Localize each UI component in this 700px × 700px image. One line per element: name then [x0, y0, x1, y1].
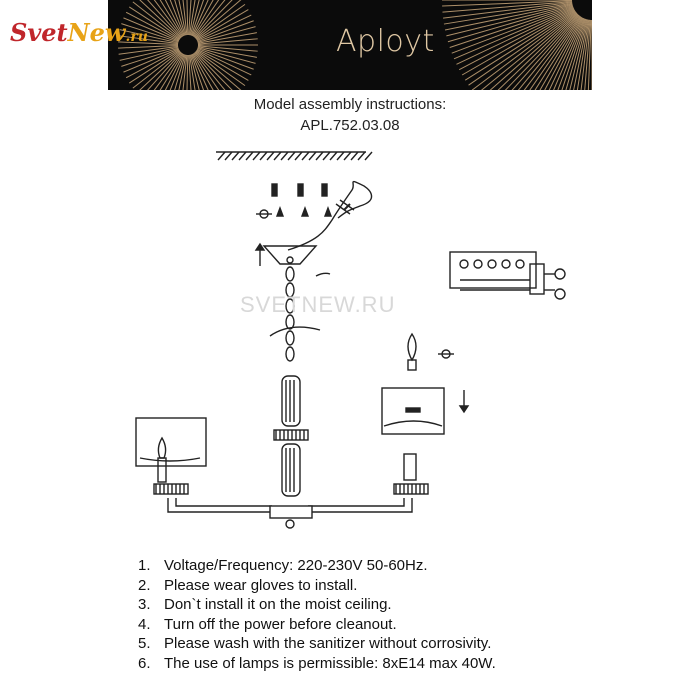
rotate-icon	[256, 210, 272, 218]
note-text: Don`t install it on the moist ceiling.	[164, 596, 392, 613]
rotate-bulb-icon	[438, 350, 454, 358]
wire-connector-icon	[336, 200, 354, 214]
up-arrow-icon	[256, 244, 264, 266]
note-text: Voltage/Frequency: 220-230V 50-60Hz.	[164, 557, 428, 574]
mounting-screws-icon	[272, 184, 331, 216]
instructions-title: Model assembly instructions:	[253, 96, 447, 113]
note-number: 3.	[138, 596, 151, 613]
chandelier-arms	[168, 498, 412, 528]
down-arrow-icon	[460, 390, 468, 412]
note-text: Please wash with the sanitizer without corrosivity.	[164, 635, 492, 652]
note-item	[138, 556, 496, 576]
note-item	[138, 654, 496, 674]
watermark: SVETNEW.RU	[240, 292, 396, 317]
central-stem	[274, 376, 308, 496]
assembly-diagram	[120, 140, 580, 540]
shop-logo-suffix: .ru	[125, 29, 148, 45]
note-item	[138, 615, 496, 635]
note-item	[138, 634, 496, 654]
safety-notes-list	[138, 556, 496, 673]
ceiling-hatch	[216, 152, 372, 160]
shop-logo-main: Svet	[10, 18, 68, 47]
model-number: APL.752.03.08	[300, 117, 400, 134]
right-socket	[404, 454, 416, 480]
note-number: 6.	[138, 654, 151, 672]
note-number: 1.	[138, 557, 151, 574]
note-text: The use of lamps is permissible: 8xE14 max 40W.	[164, 654, 496, 672]
note-number: 2.	[138, 576, 151, 594]
note-number: 4.	[138, 615, 151, 633]
e14-bulb-icon	[408, 334, 416, 370]
wiring-diagram	[450, 252, 565, 299]
note-number: 5.	[138, 635, 151, 652]
right-shade	[382, 388, 444, 434]
brand-banner	[108, 0, 592, 90]
brand-name: Aployt	[336, 24, 435, 59]
shop-logo-accent: New	[67, 18, 126, 47]
left-socket-ring	[154, 484, 188, 494]
note-item	[138, 595, 496, 615]
note-text: Please wear gloves to install.	[164, 576, 358, 594]
shop-logo[interactable]	[10, 18, 148, 47]
right-socket-ring	[394, 484, 428, 494]
note-text: Turn off the power before cleanout.	[164, 615, 397, 633]
note-item	[138, 576, 496, 596]
left-shade	[136, 418, 206, 466]
